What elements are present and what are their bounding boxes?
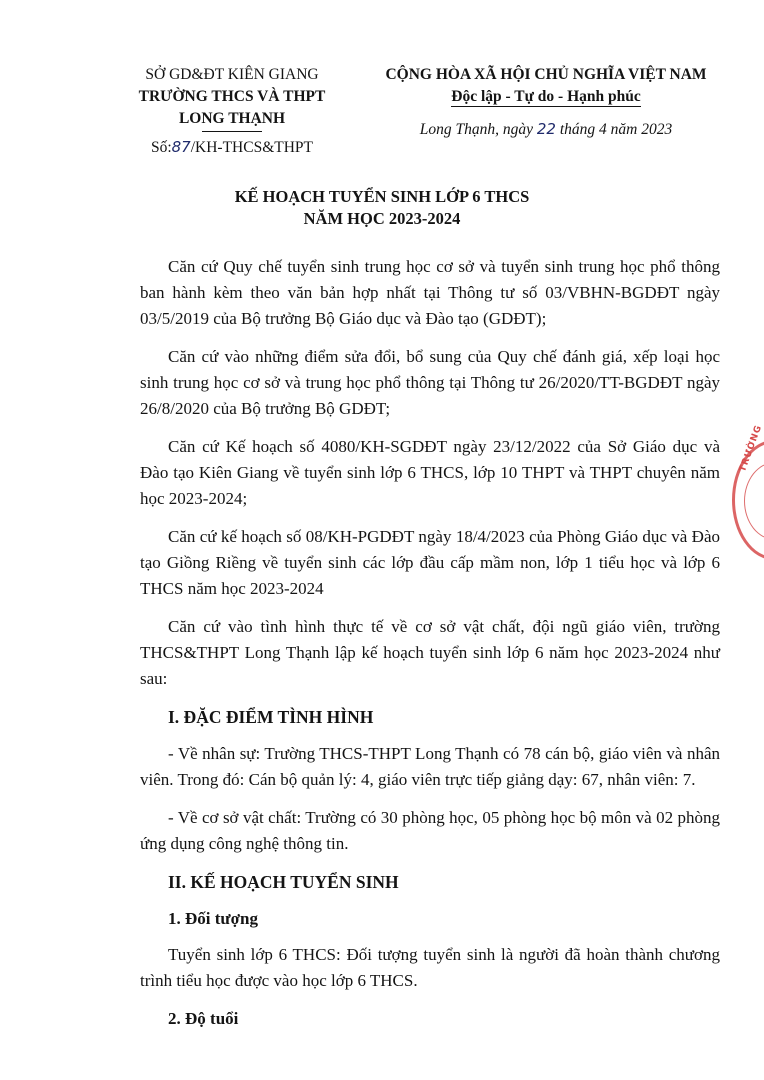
subsection-heading-1: 1. Đối tượng — [168, 909, 258, 928]
basis-paragraph-3: Căn cứ Kế hoạch số 4080/KH-SGDĐT ngày 23/12/2022 của Sở Giáo dục và Đào tạo Kiên Giang về tuyển sinh lớp 6 THCS, lớp 10 THPT và THPT chuyên năm học 2023-2024; — [140, 437, 720, 508]
document-number-prefix: Số: — [150, 139, 172, 156]
subsection-heading-2: 2. Độ tuổi — [168, 1009, 239, 1028]
date-day-handwritten: 22 — [536, 120, 556, 138]
target-paragraph: Tuyển sinh lớp 6 THCS: Đối tượng tuyển sinh là người đã hoàn thành chương trình tiểu học được vào học lớp 6 THCS. — [140, 945, 720, 990]
basis-paragraph-5: Căn cứ vào tình hình thực tế về cơ sở vật chất, đội ngũ giáo viên, trường THCS&THPT Long Thạnh lập kế hoạch tuyển sinh lớp 6 năm học 2023-2024 như sau: — [140, 617, 720, 688]
agency-name: SỞ GD&ĐT KIÊN GIANG — [145, 66, 319, 83]
section-heading-1: I. ĐẶC ĐIỂM TÌNH HÌNH — [168, 707, 374, 727]
header-left-underline — [202, 131, 262, 132]
title-line2: NĂM HỌC 2023-2024 — [303, 209, 461, 228]
issuing-agency-block — [112, 64, 352, 159]
school-name-line2: LONG THẠNH — [178, 110, 286, 127]
date-prefix: Long Thạnh, ngày — [419, 121, 534, 138]
school-name-line1: TRƯỜNG THCS VÀ THPT — [138, 88, 326, 105]
nation-name: CỘNG HÒA XÃ HỘI CHỦ NGHĨA VIỆT NAM — [385, 66, 707, 83]
official-seal-text: TRƯỜNG — [738, 423, 764, 474]
date-suffix: tháng 4 năm 2023 — [559, 121, 673, 138]
basis-paragraph-4: Căn cứ kế hoạch số 08/KH-PGDĐT ngày 18/4/2023 của Phòng Giáo dục và Đào tạo Giồng Riềng về tuyển sinh các lớp đầu cấp mầm non, lớp 1 tiểu học và lớp 6 THCS năm học 2023-2024 — [140, 527, 720, 598]
document-number-suffix: /KH-THCS&THPT — [190, 139, 314, 156]
staff-paragraph: - Về nhân sự: Trường THCS-THPT Long Thạnh có 78 cán bộ, giáo viên và nhân viên. Trong đó: Cán bộ quản lý: 4, giáo viên trực tiếp giảng dạy: 67, nhân viên: 7. — [140, 744, 720, 789]
document-title — [0, 186, 764, 230]
document-number-handwritten: 87 — [171, 138, 191, 156]
document-number — [112, 136, 352, 159]
title-line1: KẾ HOẠCH TUYỂN SINH LỚP 6 THCS — [234, 187, 530, 206]
national-header-block — [372, 64, 720, 141]
facilities-paragraph: - Về cơ sở vật chất: Trường có 30 phòng học, 05 phòng học bộ môn và 02 phòng ứng dụng công nghệ thông tin. — [140, 808, 720, 853]
section-heading-2: II. KẾ HOẠCH TUYỂN SINH — [168, 872, 399, 892]
basis-paragraph-2: Căn cứ vào những điểm sửa đổi, bổ sung của Quy chế đánh giá, xếp loại học sinh trung học cơ sở và trung học phổ thông tại Thông tư 26/2020/TT-BGDĐT ngày 26/8/2020 của Bộ trưởng Bộ GDĐT; — [140, 347, 720, 418]
national-motto: Độc lập - Tự do - Hạnh phúc — [451, 88, 641, 105]
basis-paragraph-1: Căn cứ Quy chế tuyển sinh trung học cơ sở và tuyển sinh trung học phổ thông ban hành kèm theo văn bản hợp nhất tại Thông tư số 03/VBHN-BGDĐT ngày 03/5/2019 của Bộ trưởng Bộ Giáo dục và Đào tạo (GDĐT); — [140, 257, 720, 328]
document-body — [140, 254, 720, 1042]
issue-date — [372, 118, 720, 141]
